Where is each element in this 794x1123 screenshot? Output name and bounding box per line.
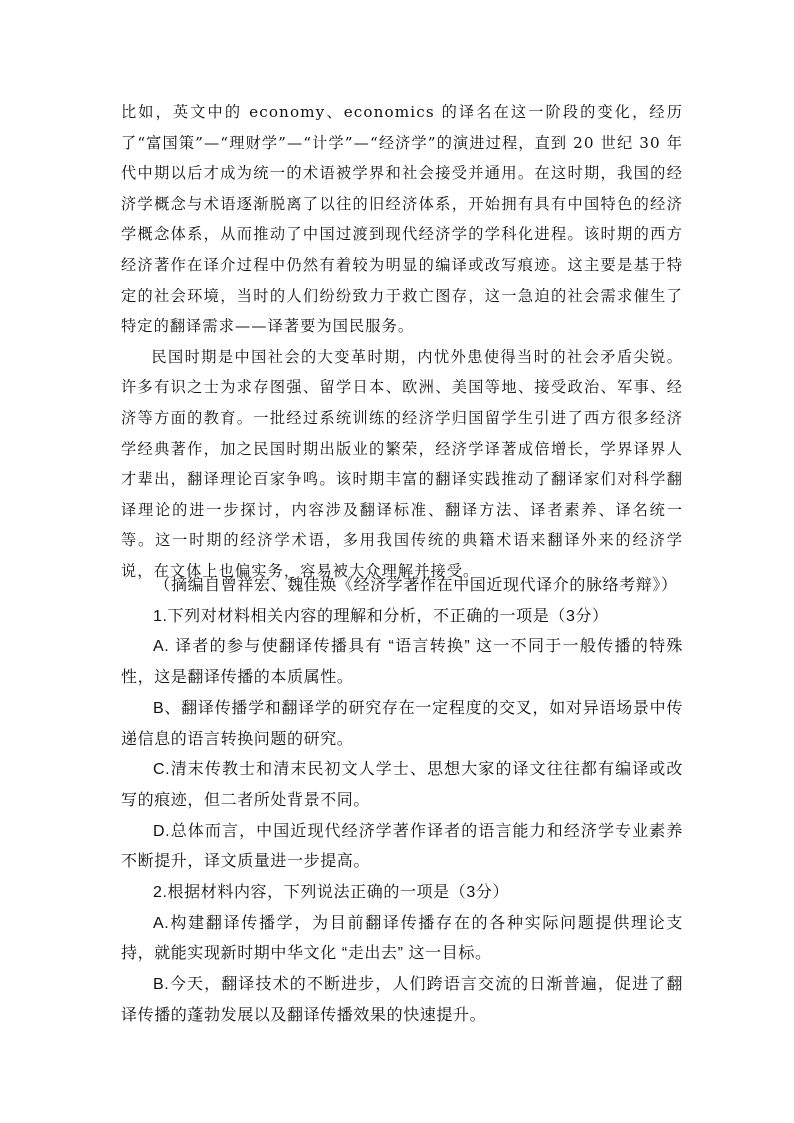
reading-passage <box>121 97 683 587</box>
question-1-stem: 1.下列对材料相关内容的理解和分析，不正确的一项是（3分） <box>153 607 609 625</box>
passage-paragraph-2: 民国时期是中国社会的大变革时期，内忧外患使得当时的社会矛盾尖锐。许多有识之士为求存图强、留学日本、欧洲、美国等地、接受政治、军事、经济等方面的教育。一批经过系统训练的经济学归国留学生引进了西方很多经济学经典著作，加之民国时期出版业的繁荣，经济学译著成倍增长，学界译界人才辈出，翻译理论百家争鸣。该时期丰富的翻译实践推动了翻译家们对科学翻译理论的进一步探讨，内容涉及翻译标准、翻译方法、译者素养、译名统一等。这一时期的经济学术语，多用我国传统的典籍术语来翻译外来的经济学说，在文体上也偏实务，容易被大众理解并接受。 <box>121 347 683 580</box>
question-1-option-d: D.总体而言，中国近现代经济学著作译者的语言能力和经济学专业素养不断提升，译文质量进一步提高。 <box>121 822 683 871</box>
source-citation: （摘编自曾祥宏、魏佳焕《经济学著作在中国近现代译介的脉络考辩》） <box>154 577 678 594</box>
question-1-option-a: A. 译者的参与使翻译传播具有 “语言转换” 这一不同于一般传播的特殊性，这是翻译传播的本质属性。 <box>121 638 683 687</box>
question-2-stem: 2.根据材料内容，下列说法正确的一项是（3分） <box>153 884 510 902</box>
question-2-option-b: B.今天，翻译技术的不断进步，人们跨语言交流的日渐普遍，促进了翻译传播的蓬勃发展以及翻译传播效果的快速提升。 <box>121 976 683 1024</box>
question-1-option-c: C.清末传教士和清末民初文人学士、思想大家的译文往往都有编译或改写的痕迹，但二者所处背景不同。 <box>121 761 683 809</box>
questions-section <box>121 571 683 1032</box>
question-1-option-b: B、翻译传播学和翻译学的研究存在一定程度的交叉，如对异语场景中传递信息的语言转换问题的研究。 <box>121 699 683 748</box>
question-2-option-a: A.构建翻译传播学，为目前翻译传播存在的各种实际问题提供理论支持，就能实现新时期中华文化 “走出去” 这一目标。 <box>121 914 683 963</box>
passage-paragraph-1: 比如，英文中的 economy、economics 的译名在这一阶段的变化，经历了“富国策”—“理财学”—“计学”—“经济学”的演进过程，直到 20 世纪 30 年代中期以后才成为统一的术语被学界和社会接受并通用。在这时期，我国的经济学概念与术语逐渐脱离了以往的旧经济体系，开始拥有具有中国特色的经济学概念体系，从而推动了中国过渡到现代经济学的学科化进程。该时期的西方经济著作在译介过程中仍然有着较为明显的编译或改写痕迹。这主要是基于特定的社会环境，当时的人们纷纷致力于救亡图存，这一急迫的社会需求催生了特定的翻译需求——译著要为国民服务。 <box>121 103 683 336</box>
